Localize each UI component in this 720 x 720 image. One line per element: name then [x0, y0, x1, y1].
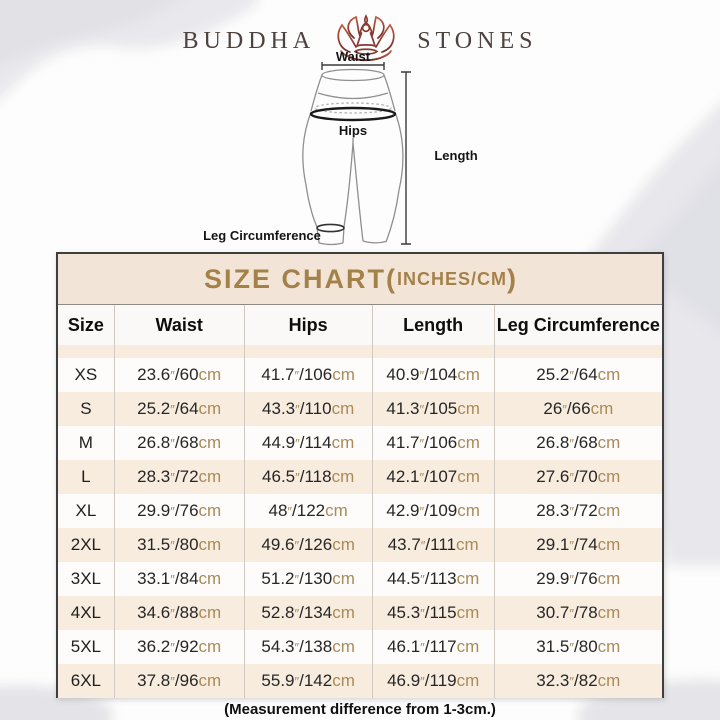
- length-cm: 117: [429, 637, 457, 656]
- slash: /: [424, 467, 429, 486]
- cm-unit: cm: [331, 399, 355, 418]
- inch-mark: ″: [569, 435, 574, 451]
- length-inches: 44.5: [387, 569, 421, 588]
- slash: /: [574, 603, 579, 622]
- hips-cm: 114: [304, 433, 332, 452]
- hips-inches: 46.5: [262, 467, 296, 486]
- slash: /: [299, 535, 304, 554]
- leg-cm: 78: [578, 603, 598, 622]
- leg-inches: 26.8: [536, 433, 570, 452]
- inch-mark: ″: [170, 605, 175, 621]
- leg-cm: 70: [578, 467, 598, 486]
- slash: /: [574, 467, 579, 486]
- waist-label: Waist: [335, 49, 371, 64]
- hips-inches: 41.7: [261, 365, 295, 384]
- table-row: [58, 630, 662, 664]
- slash: /: [424, 501, 429, 520]
- slash: /: [574, 365, 579, 384]
- length-inches: 42.1: [386, 467, 420, 486]
- leg-cm: 74: [578, 535, 598, 554]
- column-header-hips: Hips: [245, 305, 373, 345]
- hips-cm: 138: [303, 637, 333, 656]
- cm-unit: cm: [597, 501, 621, 520]
- leg-circumference-cell: [495, 630, 662, 664]
- waist-cell: [115, 630, 245, 664]
- inch-mark: ″: [170, 435, 175, 451]
- inch-mark: ″: [294, 537, 300, 553]
- table-row: [58, 562, 662, 596]
- length-inches: 42.9: [386, 501, 420, 520]
- waist-cell: [115, 358, 245, 392]
- slash: /: [299, 399, 305, 418]
- length-cell: [373, 630, 495, 664]
- inch-mark: ″: [569, 639, 574, 655]
- length-cm: 106: [428, 433, 458, 452]
- cm-unit: cm: [597, 365, 621, 384]
- hips-cell: [245, 528, 373, 562]
- inch-mark: ″: [294, 639, 300, 655]
- waist-inches: 33.1: [137, 569, 171, 588]
- waist-cell: [115, 460, 245, 494]
- separator-cell: [245, 345, 373, 358]
- inch-mark: ″: [295, 435, 300, 451]
- inch-mark: ″: [170, 503, 175, 519]
- inch-mark: ″: [419, 367, 425, 383]
- inch-mark: ″: [569, 503, 574, 519]
- cm-unit: cm: [456, 569, 480, 588]
- hips-cell: [245, 460, 373, 494]
- leg-circumference-cell: [495, 596, 662, 630]
- cm-unit: cm: [198, 603, 222, 622]
- size-cell: L: [58, 460, 115, 494]
- waist-cm: 84: [179, 569, 199, 588]
- table-row: [58, 494, 662, 528]
- length-cell: [373, 596, 495, 630]
- hips-inches: 54.3: [261, 637, 295, 656]
- waist-cell: [115, 494, 245, 528]
- length-inches: 40.9: [386, 365, 420, 384]
- cm-unit: cm: [198, 535, 222, 554]
- leg-circumference-cell: [495, 664, 662, 698]
- length-cell: [373, 562, 495, 596]
- waist-cell: [115, 528, 245, 562]
- leg-cm: 82: [578, 671, 598, 690]
- table-row: [58, 460, 662, 494]
- hips-inches: 48: [268, 501, 288, 520]
- leg-circumference-cell: [495, 426, 662, 460]
- column-header-leg-circumference: Leg Circumference: [496, 314, 660, 335]
- separator-cell: [115, 345, 245, 358]
- slash: /: [299, 467, 305, 486]
- hips-cell: [245, 392, 373, 426]
- table-row: [58, 528, 662, 562]
- slash: /: [574, 535, 579, 554]
- size-cell: 5XL: [58, 630, 115, 664]
- waist-cm: 68: [179, 433, 199, 452]
- slash: /: [174, 535, 180, 554]
- waist-cell: [115, 562, 245, 596]
- size-cell: XL: [58, 494, 115, 528]
- cm-unit: cm: [597, 467, 621, 486]
- leg-circumference-cell: [495, 494, 662, 528]
- inch-mark: ″: [170, 401, 175, 417]
- waist-cell: [115, 664, 245, 698]
- inch-mark: ″: [569, 469, 574, 485]
- leg-inches: 25.2: [536, 365, 570, 384]
- length-cm: 119: [429, 671, 457, 690]
- hips-cm: 126: [303, 535, 333, 554]
- hips-cell: [245, 426, 373, 460]
- length-inches: 45.3: [387, 603, 421, 622]
- size-chart-table: [56, 252, 664, 698]
- cm-unit: cm: [597, 433, 621, 452]
- cm-unit: cm: [332, 671, 355, 690]
- slash: /: [174, 637, 180, 656]
- cm-unit: cm: [597, 671, 621, 690]
- leg-circumference-label: Leg Circumference: [203, 228, 321, 243]
- leg-inches: 29.9: [536, 569, 570, 588]
- leg-circumference-cell: [495, 460, 662, 494]
- table-row: [58, 392, 662, 426]
- length-cell: [373, 664, 495, 698]
- inch-mark: ″: [420, 673, 425, 689]
- hips-cm: 122: [296, 501, 326, 520]
- length-inches: 46.9: [387, 671, 421, 690]
- length-inches: 41.3: [386, 399, 420, 418]
- cm-unit: cm: [457, 365, 480, 384]
- leg-cm: 66: [571, 399, 591, 418]
- slash: /: [174, 365, 180, 384]
- inch-mark: ″: [170, 367, 175, 383]
- waist-cm: 92: [179, 637, 199, 656]
- table-row: [58, 596, 662, 630]
- cm-unit: cm: [457, 433, 480, 452]
- waist-cm: 72: [179, 467, 199, 486]
- slash: /: [299, 433, 305, 452]
- hips-inches: 44.9: [262, 433, 296, 452]
- slash: /: [299, 603, 304, 622]
- waist-inches: 34.6: [137, 603, 171, 622]
- size-cell: M: [58, 426, 115, 460]
- length-cell: [373, 528, 495, 562]
- size-cell: 4XL: [58, 596, 115, 630]
- size-cell: XS: [58, 358, 115, 392]
- hips-cell: [245, 664, 373, 698]
- cm-unit: cm: [597, 603, 621, 622]
- leg-cm: 76: [578, 569, 598, 588]
- table-header-row: [58, 305, 662, 345]
- slash: /: [174, 603, 180, 622]
- separator-cell: [495, 345, 662, 358]
- cm-unit: cm: [332, 637, 355, 656]
- inch-mark: ″: [569, 367, 574, 383]
- waist-inches: 29.9: [137, 501, 171, 520]
- inch-mark: ″: [295, 401, 300, 417]
- measurement-footnote: (Measurement difference from 1-3cm.): [224, 701, 496, 718]
- inch-mark: ″: [419, 435, 425, 451]
- brand-word-right: STONES: [417, 27, 538, 54]
- hips-cm: 118: [304, 467, 332, 486]
- cm-unit: cm: [198, 569, 222, 588]
- inch-mark: ″: [170, 639, 175, 655]
- waist-cm: 60: [179, 365, 199, 384]
- inch-mark: ″: [569, 673, 574, 689]
- cm-unit: cm: [597, 569, 621, 588]
- size-chart-title: SIZE CHART(: [203, 263, 397, 294]
- slash: /: [299, 671, 304, 690]
- slash: /: [566, 399, 572, 418]
- waist-inches: 36.2: [137, 637, 171, 656]
- leg-cm: 68: [578, 433, 598, 452]
- table-body: [58, 345, 662, 698]
- slash: /: [574, 501, 579, 520]
- length-label: Length: [434, 148, 478, 163]
- size-chart-title-bar: [58, 254, 662, 305]
- separator-row: [58, 345, 662, 358]
- cm-unit: cm: [198, 637, 222, 656]
- length-cell: [373, 460, 495, 494]
- cm-unit: cm: [198, 467, 222, 486]
- length-cm: 109: [428, 501, 458, 520]
- waist-cell: [115, 596, 245, 630]
- inch-mark: ″: [562, 401, 567, 417]
- cm-unit: cm: [198, 671, 222, 690]
- leg-inches: 31.5: [536, 637, 570, 656]
- inch-mark: ″: [170, 469, 175, 485]
- waist-cm: 64: [179, 399, 199, 418]
- column-header-length: Length: [373, 305, 495, 345]
- hips-cm: 134: [303, 603, 333, 622]
- waist-cm: 88: [179, 603, 199, 622]
- waist-cm: 96: [179, 671, 199, 690]
- cm-unit: cm: [198, 399, 222, 418]
- hips-cell: [245, 562, 373, 596]
- leg-circumference-cell: [495, 358, 662, 392]
- inch-mark: ″: [294, 673, 300, 689]
- leg-inches: 28.3: [536, 501, 570, 520]
- table-row: [58, 358, 662, 392]
- length-cm: 107: [428, 467, 458, 486]
- size-cell: 6XL: [58, 664, 115, 698]
- length-cm: 111: [430, 535, 456, 554]
- slash: /: [299, 569, 304, 588]
- hips-inches: 49.6: [261, 535, 295, 554]
- leg-inches: 29.1: [536, 535, 570, 554]
- hips-inches: 43.3: [262, 399, 296, 418]
- hips-cell: [245, 630, 373, 664]
- table-row: [58, 426, 662, 460]
- length-cell: [373, 358, 495, 392]
- inch-mark: ″: [420, 639, 425, 655]
- cm-unit: cm: [332, 365, 355, 384]
- waist-inches: 26.8: [137, 433, 171, 452]
- cm-unit: cm: [456, 671, 480, 690]
- slash: /: [174, 569, 180, 588]
- hips-inches: 51.2: [261, 569, 295, 588]
- cm-unit: cm: [331, 433, 355, 452]
- inch-mark: ″: [420, 571, 425, 587]
- inch-mark: ″: [294, 571, 300, 587]
- leg-inches: 27.6: [536, 467, 570, 486]
- slash: /: [174, 399, 180, 418]
- cm-unit: cm: [198, 365, 222, 384]
- length-inches: 43.7: [387, 535, 421, 554]
- slash: /: [174, 501, 180, 520]
- separator-cell: [58, 345, 115, 358]
- slash: /: [424, 569, 430, 588]
- inch-mark: ″: [294, 605, 300, 621]
- slash: /: [424, 433, 429, 452]
- size-chart-title-unit: INCHES/CM: [396, 268, 507, 289]
- slash: /: [574, 637, 579, 656]
- slash: /: [174, 467, 180, 486]
- slash: /: [292, 501, 297, 520]
- size-cell: 3XL: [58, 562, 115, 596]
- cm-unit: cm: [457, 399, 480, 418]
- waist-cm: 80: [179, 535, 199, 554]
- hips-cm: 106: [303, 365, 333, 384]
- separator-cell: [373, 345, 495, 358]
- leg-cm: 72: [578, 501, 598, 520]
- waist-inches: 31.5: [137, 535, 171, 554]
- inch-mark: ″: [287, 503, 293, 519]
- cm-unit: cm: [456, 637, 480, 656]
- cm-unit: cm: [455, 535, 479, 554]
- length-cm: 113: [429, 569, 457, 588]
- leg-inches: 32.3: [536, 671, 570, 690]
- cm-unit: cm: [331, 467, 355, 486]
- length-cm: 104: [428, 365, 458, 384]
- slash: /: [174, 433, 180, 452]
- hips-cell: [245, 358, 373, 392]
- cm-unit: cm: [198, 433, 222, 452]
- cm-unit: cm: [457, 467, 480, 486]
- length-inches: 46.1: [387, 637, 421, 656]
- hips-cm: 110: [304, 399, 332, 418]
- inch-mark: ″: [170, 571, 175, 587]
- slash: /: [574, 433, 579, 452]
- cm-unit: cm: [325, 501, 348, 520]
- leg-cm: 64: [578, 365, 598, 384]
- slash: /: [574, 671, 579, 690]
- slash: /: [299, 637, 304, 656]
- table-row: [58, 664, 662, 698]
- cm-unit: cm: [457, 501, 480, 520]
- waist-inches: 23.6: [137, 365, 171, 384]
- inch-mark: ″: [295, 469, 300, 485]
- slash: /: [425, 535, 431, 554]
- cm-unit: cm: [597, 637, 621, 656]
- inch-mark: ″: [294, 367, 300, 383]
- slash: /: [174, 671, 180, 690]
- leg-circumference-cell: [495, 528, 662, 562]
- length-cell: [373, 426, 495, 460]
- waist-cell: [115, 426, 245, 460]
- inch-mark: ″: [569, 537, 574, 553]
- hips-cell: [245, 494, 373, 528]
- cm-unit: cm: [590, 399, 614, 418]
- inch-mark: ″: [420, 605, 425, 621]
- waist-inches: 25.2: [137, 399, 171, 418]
- cm-unit: cm: [332, 569, 355, 588]
- inch-mark: ″: [569, 571, 574, 587]
- slash: /: [424, 399, 429, 418]
- leg-cm: 80: [578, 637, 598, 656]
- slash: /: [299, 365, 304, 384]
- slash: /: [574, 569, 579, 588]
- waist-inches: 28.3: [137, 467, 171, 486]
- waist-cell: [115, 392, 245, 426]
- brand-word-left: BUDDHA: [182, 27, 316, 54]
- slash: /: [424, 603, 430, 622]
- slash: /: [424, 671, 430, 690]
- hips-cm: 130: [303, 569, 333, 588]
- size-cell: S: [58, 392, 115, 426]
- hips-cell: [245, 596, 373, 630]
- cm-unit: cm: [332, 603, 355, 622]
- inch-mark: ″: [419, 401, 425, 417]
- inch-mark: ″: [420, 537, 426, 553]
- size-chart-title-paren: ): [507, 263, 516, 294]
- inch-mark: ″: [170, 673, 175, 689]
- size-cell: 2XL: [58, 528, 115, 562]
- slash: /: [424, 365, 429, 384]
- inch-mark: ″: [170, 537, 175, 553]
- cm-unit: cm: [456, 603, 480, 622]
- hips-label: Hips: [338, 123, 368, 138]
- leg-inches: 26: [543, 399, 563, 418]
- cm-unit: cm: [332, 535, 355, 554]
- hips-cm: 142: [303, 671, 333, 690]
- leg-circumference-cell: [495, 562, 662, 596]
- leg-circumference-cell: [495, 392, 662, 426]
- column-header-size: Size: [58, 305, 115, 345]
- hips-inches: 55.9: [261, 671, 295, 690]
- slash: /: [424, 637, 430, 656]
- leg-inches: 30.7: [536, 603, 570, 622]
- inch-mark: ″: [419, 503, 425, 519]
- column-header-waist: Waist: [115, 305, 245, 345]
- hips-inches: 52.8: [261, 603, 295, 622]
- pants-measurement-diagram: [200, 48, 500, 258]
- length-cm: 105: [428, 399, 458, 418]
- cm-unit: cm: [597, 535, 621, 554]
- inch-mark: ″: [569, 605, 574, 621]
- length-cm: 115: [429, 603, 457, 622]
- waist-cm: 76: [179, 501, 199, 520]
- length-cell: [373, 392, 495, 426]
- waist-inches: 37.8: [137, 671, 171, 690]
- length-inches: 41.7: [386, 433, 420, 452]
- inch-mark: ″: [419, 469, 425, 485]
- cm-unit: cm: [198, 501, 222, 520]
- length-cell: [373, 494, 495, 528]
